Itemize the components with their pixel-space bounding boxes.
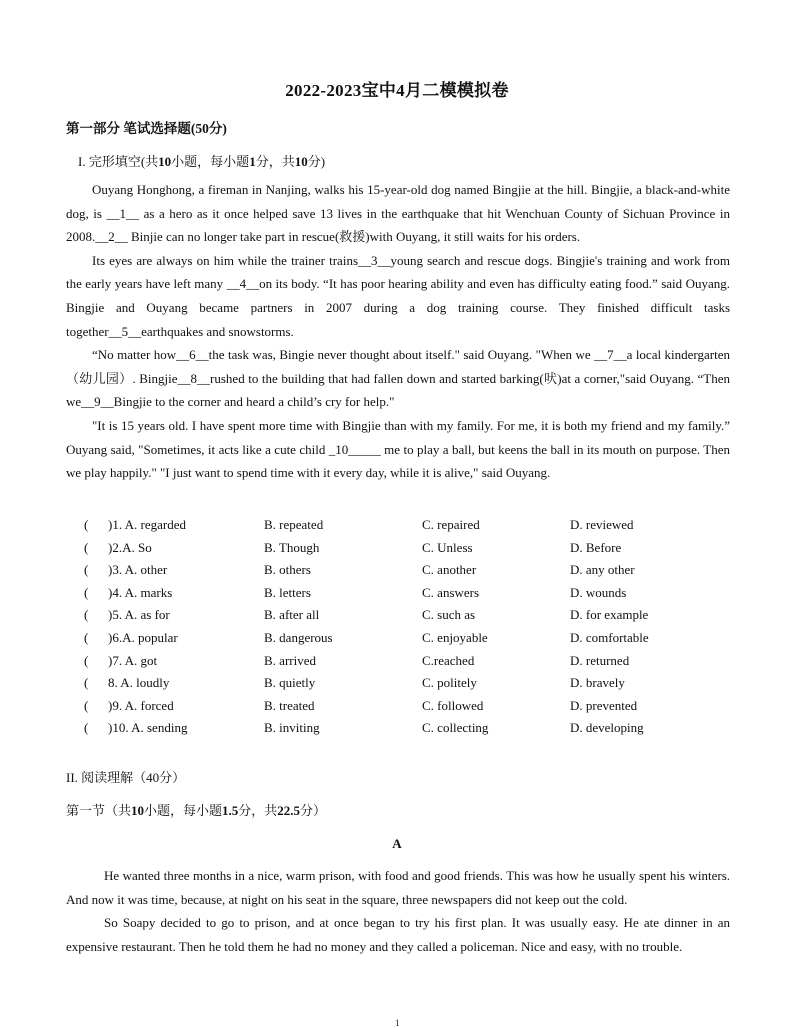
option-a: )3. A. other bbox=[108, 562, 168, 578]
question-row bbox=[84, 672, 744, 695]
answer-paren: ( bbox=[84, 720, 89, 736]
option-d: D. any other bbox=[570, 562, 635, 578]
page-title: 2022-2023宝中4月二模模拟卷 bbox=[285, 81, 509, 100]
answer-paren: ( bbox=[84, 607, 89, 623]
reading-heading: II. 阅读理解（40分） bbox=[66, 770, 186, 785]
option-d: D. Before bbox=[570, 539, 622, 555]
option-b: B. letters bbox=[264, 584, 311, 600]
option-d: D. prevented bbox=[570, 697, 638, 713]
reading-paragraph: He wanted three months in a nice, warm prison, with food and good friends. This was how he usually spent his winters. And now it was time, because, at night on his seat in the square, three newspapers did not keep out the cold. bbox=[66, 868, 730, 907]
question-row bbox=[84, 627, 744, 650]
answer-paren: ( bbox=[84, 539, 89, 555]
option-b: B. inviting bbox=[264, 720, 320, 736]
option-b: B. after all bbox=[264, 607, 320, 623]
option-c: C. such as bbox=[422, 607, 476, 623]
option-b: B. others bbox=[264, 562, 311, 578]
question-row bbox=[84, 717, 744, 740]
cloze-heading: I. 完形填空(共10小题，每小题1分，共10分) bbox=[78, 154, 326, 169]
option-c: C. politely bbox=[422, 675, 477, 691]
option-d: D. bravely bbox=[570, 675, 625, 691]
question-row bbox=[84, 650, 744, 673]
option-a: 8. A. loudly bbox=[108, 675, 170, 691]
option-a: )9. A. forced bbox=[108, 697, 174, 713]
option-d: D. returned bbox=[570, 652, 630, 668]
option-b: B. quietly bbox=[264, 675, 316, 691]
option-c: C. collecting bbox=[422, 720, 489, 736]
option-c: C. answers bbox=[422, 584, 480, 600]
reading-subheading: 第一节（共10小题，每小题1.5分，共22.5分） bbox=[66, 803, 327, 818]
reading-paragraph: So Soapy decided to go to prison, and at once began to try his first plan. It was usually easy. He ate dinner in an expensive restaurant. Then he told them he had no money and they called a policeman. Nice and easy, with no trouble. bbox=[66, 915, 730, 954]
option-c: C. another bbox=[422, 562, 477, 578]
question-row bbox=[84, 514, 744, 537]
page-number: 1 bbox=[395, 1018, 400, 1028]
option-b: B. arrived bbox=[264, 652, 316, 668]
option-a: )6.A. popular bbox=[108, 629, 178, 645]
option-c: C. enjoyable bbox=[422, 629, 488, 645]
option-a: )10. A. sending bbox=[108, 720, 188, 736]
option-c: C. Unless bbox=[422, 539, 473, 555]
section-heading: 第一部分 笔试选择题(50分) bbox=[66, 121, 227, 136]
option-d: D. developing bbox=[570, 720, 644, 736]
option-b: B. treated bbox=[264, 697, 315, 713]
option-a: )7. A. got bbox=[108, 652, 158, 668]
reading-passage bbox=[66, 864, 730, 958]
cloze-paragraph: "It is 15 years old. I have spent more time with Bingjie than with my family. For me, it is both my friend and my family.” Ouyang said, "Sometimes, it acts like a cute child _10_____ me to play a ball, but keens the ball in its mouth on purpose. Then we play happily." "I just want to spend time with it every day, while it is alive," said Ouyang. bbox=[66, 417, 730, 481]
option-a: )1. A. regarded bbox=[108, 517, 186, 532]
option-a: )5. A. as for bbox=[108, 607, 170, 623]
answer-paren: ( bbox=[84, 675, 89, 691]
question-row bbox=[84, 537, 744, 560]
option-b: B. repeated bbox=[264, 517, 324, 532]
question-row bbox=[84, 559, 744, 582]
option-a: )4. A. marks bbox=[108, 584, 173, 600]
cloze-passage bbox=[66, 178, 730, 485]
cloze-paragraph: Its eyes are always on him while the trainer trains__3__young search and rescue dogs. Bingjie's training and work from the early years have left many __4__on its body. “It has poor hearing ability and even has difficulty eating food.” said Ouyang. Bingjie and Ouyang became partners in 2007 during a dog training course. They finished difficult tasks together__5__earthquakes and snowstorms. bbox=[66, 252, 730, 339]
answer-paren: ( bbox=[84, 629, 89, 645]
question-row bbox=[84, 695, 744, 718]
question-row bbox=[84, 604, 744, 627]
cloze-choices bbox=[84, 514, 744, 740]
passage-label: A bbox=[392, 836, 402, 851]
answer-paren: ( bbox=[84, 652, 89, 668]
option-c: C. followed bbox=[422, 697, 484, 713]
option-d: D. comfortable bbox=[570, 629, 649, 645]
answer-paren: ( bbox=[84, 584, 89, 600]
answer-paren: ( bbox=[84, 562, 89, 578]
option-d: D. wounds bbox=[570, 584, 627, 600]
option-d: D. for example bbox=[570, 607, 649, 623]
question-row bbox=[84, 582, 744, 605]
option-c: C.reached bbox=[422, 652, 475, 668]
answer-paren: ( bbox=[84, 697, 89, 713]
answer-paren: ( bbox=[84, 517, 89, 532]
option-a: )2.A. So bbox=[108, 539, 152, 555]
option-c: C. repaired bbox=[422, 517, 480, 532]
option-b: B. dangerous bbox=[264, 629, 333, 645]
option-b: B. Though bbox=[264, 539, 320, 555]
cloze-paragraph: “No matter how__6__the task was, Bingie never thought about itself." said Ouyang. "When we __7__a local kindergarten（幼儿园）. Bingjie__8__rushed to the building that had fallen down and started barking(吠)at a corner,"said Ouyang. “Then we__9__Bingjie to the corner and heard a child’s cry for help." bbox=[66, 347, 730, 410]
option-d: D. reviewed bbox=[570, 517, 634, 532]
cloze-paragraph: Ouyang Honghong, a fireman in Nanjing, walks his 15-year-old dog named Bingjie at the hill. Bingjie, a black-and-white dog, is __1__ as a hero as it once helped save 13 lives in the earthquake that hit Wenchuan County of Sichuan Province in 2008.__2__ Binjie can no longer take part in rescue(救援)with Ouyang, it still waits for his orders. bbox=[66, 182, 730, 245]
